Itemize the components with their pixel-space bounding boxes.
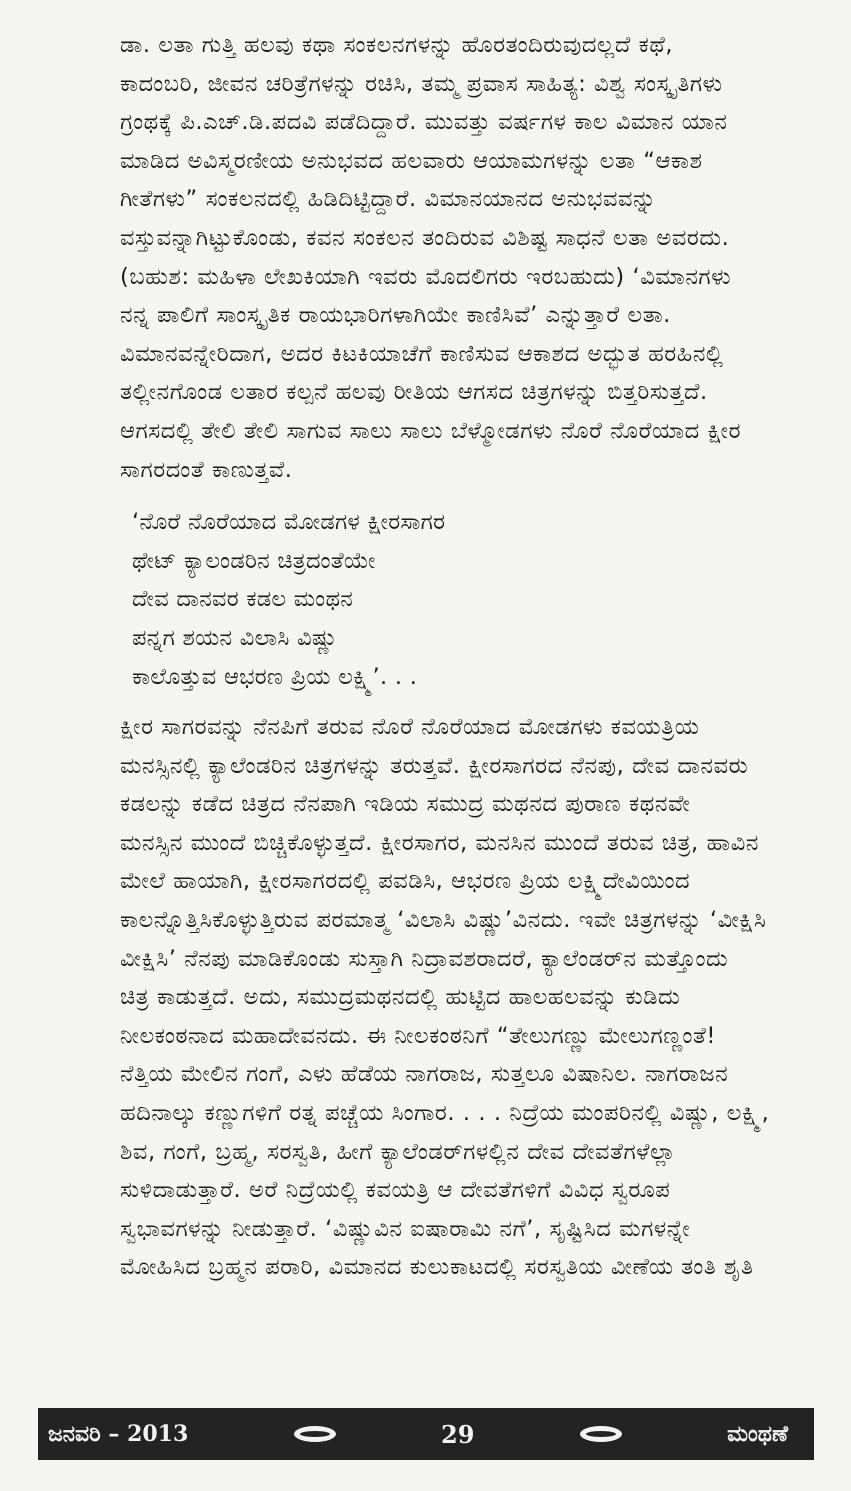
page-number: 29 bbox=[441, 1419, 475, 1449]
text-line: ಮನಸ್ಸಿನ ಮುಂದೆ ಬಿಚ್ಚಿಕೊಳ್ಳುತ್ತದೆ. ಕ್ಷೀರಸಾಗರ, ಮನಸಿನ ಮುಂದೆ ತರುವ ಚಿತ್ರ, ಹಾವಿನ bbox=[120, 829, 759, 856]
issue-date: ಜನವರಿ – 2013 bbox=[48, 1421, 189, 1447]
text-line: ಡಾ. ಲತಾ ಗುತ್ತಿ ಹಲವು ಕಥಾ ಸಂಕಲನಗಳನ್ನು ಹೊರತಂದಿರುವುದಲ್ಲದೆ ಕಥೆ, bbox=[120, 32, 674, 58]
poem-line: ಕಾಲೊತ್ತುವ ಆಭರಣ ಪ್ರಿಯ ಲಕ್ಷ್ಮಿ’. . . bbox=[132, 663, 418, 690]
text-line: ಮಾಡಿದ ಅವಿಸ್ಮರಣೀಯ ಅನುಭವದ ಹಲವಾರು ಆಯಾಮಗಳನ್ನು ಲತಾ “ಆಕಾಶ bbox=[120, 147, 703, 174]
text-line: ಶಿವ, ಗಂಗೆ, ಬ್ರಹ್ಮ, ಸರಸ್ವತಿ, ಹೀಗೆ ಕ್ಯಾಲೆಂಡರ್‌ಗಳಲ್ಲಿನ ದೇವ ದೇವತೆಗಳೆಲ್ಲಾ bbox=[120, 1138, 676, 1165]
text-line: ಗೀತೆಗಳು” ಸಂಕಲನದಲ್ಲಿ ಹಿಡಿದಿಟ್ಟಿದ್ದಾರೆ. ವಿಮಾನಯಾನದ ಅನುಭವವನ್ನು bbox=[120, 186, 657, 213]
text-line: (ಬಹುಶ: ಮಹಿಳಾ ಲೇಖಕಿಯಾಗಿ ಇವರು ಮೊದಲಿಗರು ಇರಬಹುದು) ‘ವಿಮಾನಗಳು bbox=[120, 263, 732, 290]
paragraph-2 bbox=[40, 708, 814, 1287]
magazine-name: ಮಂಥಣೆ bbox=[727, 1421, 788, 1447]
poem-line: ‘ನೊರೆ ನೊರೆಯಾದ ಮೋಡಗಳ ಕ್ಷೀರಸಾಗರ bbox=[132, 509, 446, 536]
text-line: ನೀಲಕಂಠನಾದ ಮಹಾದೇವನದು. ಈ ನೀಲಕಂಠನಿಗೆ “ತೇಲುಗಣ್ಣು ಮೇಲುಗಣ್ಣಂತೆ! bbox=[120, 1022, 717, 1049]
text-line: ಮೋಹಿಸಿದ ಬ್ರಹ್ಮನ ಪರಾರಿ, ವಿಮಾನದ ಕುಲುಕಾಟದಲ್ಲಿ ಸರಸ್ವತಿಯ ವೀಣೆಯ ತಂತಿ ಶೃತಿ bbox=[120, 1254, 754, 1281]
text-line: ಚಿತ್ರ ಕಾಡುತ್ತದೆ. ಅದು, ಸಮುದ್ರಮಥನದಲ್ಲಿ ಹುಟ್ಟಿದ ಹಾಲಹಲವನ್ನು ಕುಡಿದು bbox=[120, 984, 681, 1011]
text-line: ಕ್ಷೀರ ಸಾಗರವನ್ನು ನೆನಪಿಗೆ ತರುವ ನೊರೆ ನೊರೆಯಾದ ಮೋಡಗಳು ಕವಯತ್ರಿಯ bbox=[120, 714, 700, 741]
page-footer bbox=[38, 1408, 814, 1460]
text-line: ಹದಿನಾಲ್ಕು ಕಣ್ಣುಗಳಿಗೆ ರತ್ನ ಪಚ್ಚೆಯ ಸಿಂಗಾರ. . . . ನಿದ್ರೆಯ ಮಂಪರಿನಲ್ಲಿ ವಿಷ್ಣು, ಲಕ್ಷ್ಮಿ, bbox=[120, 1100, 770, 1127]
text-line: ಗ್ರಂಥಕ್ಕೆ ಪಿ.ಎಚ್.ಡಿ.ಪದವಿ ಪಡೆದಿದ್ದಾರೆ. ಮುವತ್ತು ವರ್ಷಗಳ ಕಾಲ ವಿಮಾನ ಯಾನ bbox=[120, 109, 728, 136]
text-line: ನೆತ್ತಿಯ ಮೇಲಿನ ಗಂಗೆ, ಎಳು ಹೆಡೆಯ ನಾಗರಾಜ, ಸುತ್ತಲೂ ವಿಷಾನಿಲ. ನಾಗರಾಜನ bbox=[120, 1061, 729, 1088]
poem-excerpt bbox=[132, 503, 814, 696]
poem-line: ಥೇಟ್ ಕ್ಯಾಲಂಡರಿನ ಚಿತ್ರದಂತೆಯೇ bbox=[132, 547, 376, 574]
text-line: ವೀಕ್ಷಿಸಿ’ ನೆನಪು ಮಾಡಿಕೊಂಡು ಸುಸ್ತಾಗಿ ನಿದ್ರಾವಶರಾದರೆ, ಕ್ಯಾಲೆಂಡರ್‌ನ ಮತ್ತೊಂದು bbox=[120, 945, 729, 972]
article-body bbox=[40, 26, 814, 1287]
text-line: ಸಾಗರದಂತೆ ಕಾಣುತ್ತವೆ. bbox=[120, 456, 293, 483]
text-line: ತಲ್ಲೀನಗೊಂಡ ಲತಾರ ಕಲ್ಪನೆ ಹಲವು ರೀತಿಯ ಆಗಸದ ಚಿತ್ರಗಳನ್ನು ಬಿತ್ತರಿಸುತ್ತದೆ. bbox=[120, 379, 708, 406]
text-line: ಮೇಲೆ ಹಾಯಾಗಿ, ಕ್ಷೀರಸಾಗರದಲ್ಲಿ ಪವಡಿಸಿ, ಆಭರಣ ಪ್ರಿಯ ಲಕ್ಷ್ಮಿದೇವಿಯಿಂದ bbox=[120, 868, 691, 895]
text-line: ಮನಸ್ಸಿನಲ್ಲಿ ಕ್ಯಾಲೆಂಡರಿನ ಚಿತ್ರಗಳನ್ನು ತರುತ್ತವೆ. ಕ್ಷೀರಸಾಗರದ ನೆನಪು, ದೇವ ದಾನವರು bbox=[120, 752, 749, 779]
ornament-icon bbox=[294, 1426, 336, 1442]
poem-line: ಪನ್ನಗ ಶಯನ ವಿಲಾಸಿ ವಿಷ್ಣು bbox=[132, 624, 338, 651]
poem-line: ದೇವ ದಾನವರ ಕಡಲ ಮಂಥನ bbox=[132, 586, 354, 613]
text-line: ನನ್ನ ಪಾಲಿಗೆ ಸಾಂಸ್ಕೃತಿಕ ರಾಯಭಾರಿಗಳಾಗಿಯೇ ಕಾಣಿಸಿವೆ’ ಎನ್ನುತ್ತಾರೆ ಲತಾ. bbox=[120, 302, 671, 329]
text-line: ಕಾಲನ್ನೊತ್ತಿಸಿಕೊಳ್ಳುತ್ತಿರುವ ಪರಮಾತ್ಮ ‘ವಿಲಾಸಿ ವಿಷ್ಣು’ವಿನದು. ಇವೇ ಚಿತ್ರಗಳನ್ನು ‘ವೀಕ್ಷಿಸಿ bbox=[120, 907, 767, 934]
paragraph-1 bbox=[40, 26, 814, 489]
ornament-icon bbox=[580, 1426, 622, 1442]
text-line: ಕಾದಂಬರಿ, ಜೀವನ ಚರಿತ್ರೆಗಳನ್ನು ರಚಿಸಿ, ತಮ್ಮ ಪ್ರವಾಸ ಸಾಹಿತ್ಯ: ವಿಶ್ವ ಸಂಸ್ಕೃತಿಗಳು bbox=[120, 70, 723, 97]
text-line: ವಸ್ತುವನ್ನಾಗಿಟ್ಟುಕೊಂಡು, ಕವನ ಸಂಕಲನ ತಂದಿರುವ ವಿಶಿಷ್ಟ ಸಾಧನೆ ಲತಾ ಅವರದು. bbox=[120, 224, 730, 251]
text-line: ಆಗಸದಲ್ಲಿ ತೇಲಿ ತೇಲಿ ಸಾಗುವ ಸಾಲು ಸಾಲು ಬೆಳ್ಮೋಡಗಳು ನೊರೆ ನೊರೆಯಾದ ಕ್ಷೀರ bbox=[120, 417, 742, 444]
text-line: ಕಡಲನ್ನು ಕಡೆದ ಚಿತ್ರದ ನೆನಪಾಗಿ ಇಡಿಯ ಸಮುದ್ರ ಮಥನದ ಪುರಾಣ ಕಥನವೇ bbox=[120, 791, 691, 818]
text-line: ವಿಮಾನವನ್ನೇರಿದಾಗ, ಅದರ ಕಿಟಕಿಯಾಚೆಗೆ ಕಾಣಿಸುವ ಆಕಾಶದ ಅದ್ಭುತ ಹರಹಿನಲ್ಲಿ bbox=[120, 340, 724, 367]
text-line: ಸುಳಿದಾಡುತ್ತಾರೆ. ಅರೆ ನಿದ್ರೆಯಲ್ಲಿ ಕವಯತ್ರಿ ಆ ದೇವತೆಗಳಿಗೆ ವಿವಿಧ ಸ್ವರೂಪ bbox=[120, 1177, 671, 1204]
text-line: ಸ್ವಭಾವಗಳನ್ನು ನೀಡುತ್ತಾರೆ. ‘ವಿಷ್ಣುವಿನ ಐಷಾರಾಮಿ ನಗೆ’, ಸೃಷ್ಟಿಸಿದ ಮಗಳನ್ನೇ bbox=[120, 1215, 691, 1242]
